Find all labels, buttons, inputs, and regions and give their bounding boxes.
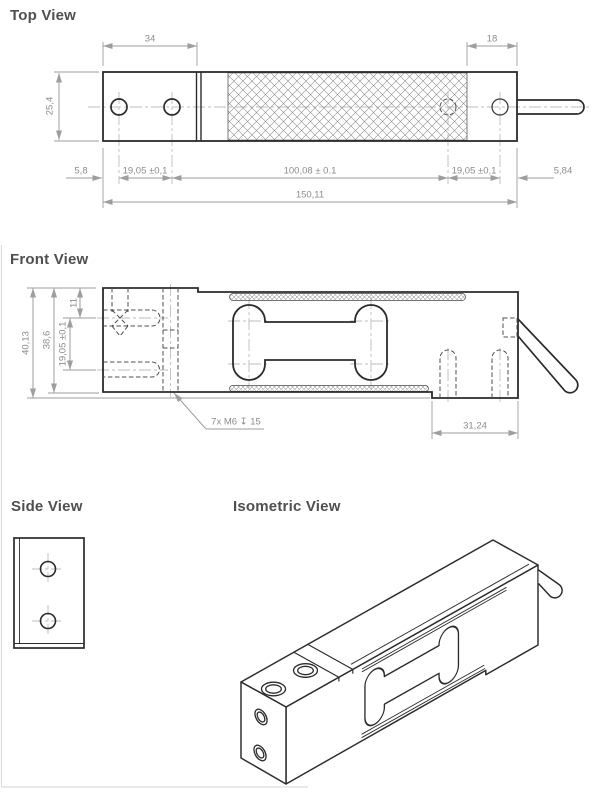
- top-view-slit-lines: [197, 72, 202, 141]
- dim-foot-width: 31,24: [463, 420, 487, 432]
- side-view-part: [14, 538, 84, 648]
- isometric-view-title: Isometric View: [233, 498, 341, 515]
- dim-hole-pitch: 19,05 ±0,1: [57, 321, 69, 367]
- side-view-outline: [14, 538, 84, 648]
- dim-block-right: 18: [486, 33, 498, 45]
- front-view-bottom-strip: [230, 386, 429, 392]
- dim-height: 25,4: [44, 96, 56, 116]
- top-view-title: Top View: [10, 7, 77, 24]
- side-view-crosshairs: [32, 553, 64, 637]
- dim-pitch-left: 19,05 ±0,1: [122, 165, 168, 177]
- dim-edge-right: 5,84: [553, 165, 573, 177]
- front-view-cable: [518, 319, 578, 393]
- top-view-knurl-hatch: [228, 73, 467, 140]
- front-view-dogbone-cutout: [233, 305, 387, 380]
- dim-pitch-right: 19,05 ±0,1: [451, 165, 497, 177]
- dim-block-left: 34: [144, 33, 156, 45]
- front-view-title: Front View: [10, 251, 89, 268]
- front-view-part: [103, 288, 578, 398]
- top-view-part: [103, 72, 584, 141]
- dim-total-height: 40,13: [20, 331, 32, 355]
- front-view-top-strip: [230, 294, 466, 301]
- front-view-hidden-features: [103, 288, 517, 398]
- dim-span-center: 100,08 ± 0.1: [283, 165, 337, 177]
- dim-total-length: 150,11: [295, 189, 325, 201]
- thread-note: 7x M6 ↧ 15: [211, 416, 261, 428]
- dim-body-height: 38,6: [41, 330, 53, 350]
- side-view-title: Side View: [11, 498, 83, 515]
- dim-edge-left: 5,8: [74, 165, 88, 177]
- dim-top-offset: 11: [68, 298, 80, 308]
- isometric-view-part: [241, 540, 562, 784]
- front-view-extension-lines: [27, 288, 518, 439]
- iso-cable: [539, 570, 563, 598]
